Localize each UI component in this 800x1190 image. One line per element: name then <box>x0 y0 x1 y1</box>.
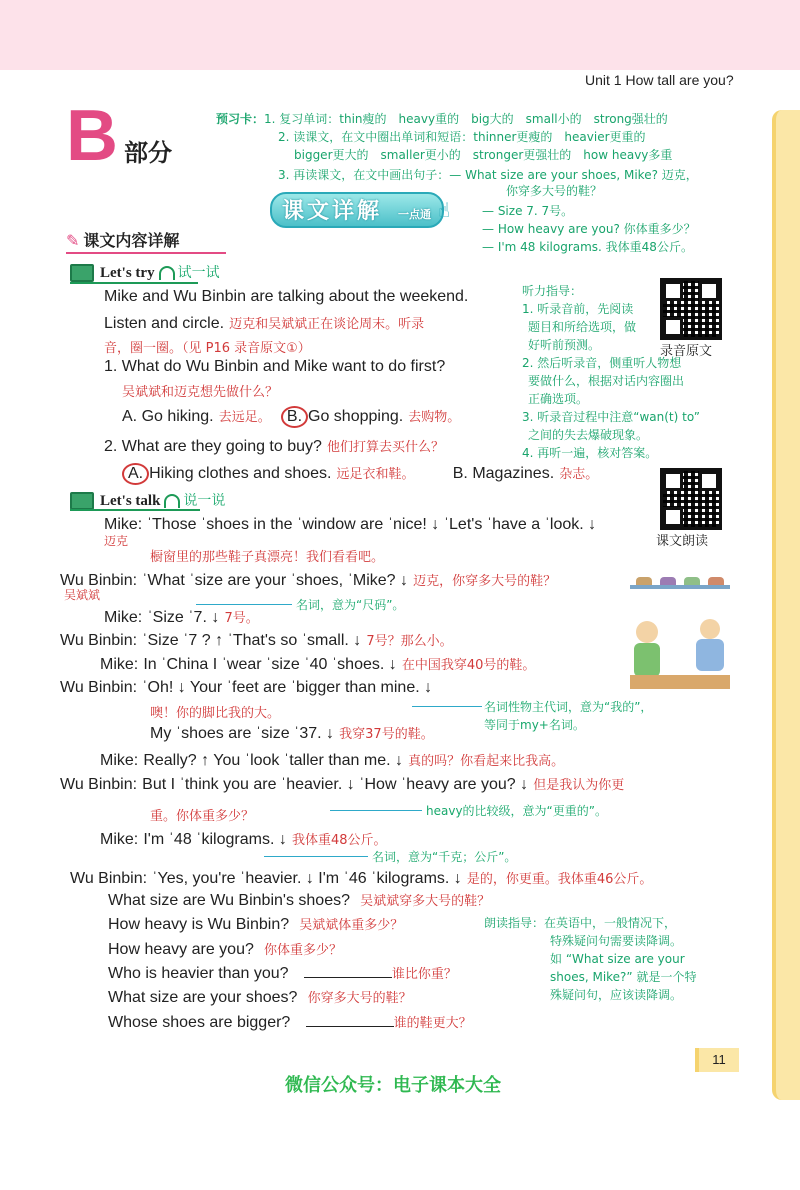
reading-tip-line: 殊疑问句，应该读降调。 <box>550 988 683 1002</box>
answer-blank[interactable] <box>304 977 392 978</box>
option-b-cn: 杂志。 <box>559 467 599 482</box>
question-cn: 吴斌斌体重多少？ <box>299 918 404 933</box>
reading-tip-line: shoes, Mike?” 就是一个特 <box>550 970 697 984</box>
preview-item: 你穿多大号的鞋？ <box>506 184 603 198</box>
question-1-cn: 吴斌斌和迈克想先做什么？ <box>122 385 279 400</box>
question-en: What size are Wu Binbin's shoes? <box>108 892 350 909</box>
utterance: In ˈChina I ˈwear ˈsize ˈ40 ˈshoes. ↓ <box>143 656 397 673</box>
lets-try-tag <box>70 262 220 282</box>
section-label: 部分 <box>124 139 172 167</box>
pencil-icon: ✎ <box>66 231 80 250</box>
tip-line: 2. 然后听录音，侧重听人物想 <box>522 356 682 370</box>
option-a-cn: 远足衣和鞋。 <box>336 467 415 482</box>
question-1: 1. What do Wu Binbin and Mike want to do first? <box>104 358 446 375</box>
dialogue-cn: 7号。 <box>224 611 259 626</box>
speaker: Mike: <box>104 516 143 533</box>
preview-item: bigger更大的 smaller更小的 stronger更强壮的 how heavy多重 <box>294 148 673 162</box>
footer-watermark: 微信公众号：电子课本大全 <box>285 1075 501 1096</box>
question-item <box>108 1012 472 1032</box>
dialogue-cn: 在中国我穿40号的鞋。 <box>401 658 536 673</box>
question-1-options <box>122 406 460 428</box>
option-a: Hiking clothes and shoes. <box>149 465 332 482</box>
dialogue-line <box>100 750 564 770</box>
question-2-options <box>122 463 598 485</box>
tip-line: 之间的失去爆破现象。 <box>528 428 649 442</box>
tag-underline <box>70 509 200 511</box>
question-cn: 你穿多大号的鞋？ <box>307 991 412 1006</box>
badge-title: 课文详解 <box>282 199 383 224</box>
utterance: ˈYes, you're ˈheavier. ↓ I'm ˈ46 ˈkilograms. ↓ <box>152 870 462 887</box>
lets-talk-label: Let's talk <box>100 493 161 509</box>
tip-line: 要做什么，根据对话内容圈出 <box>528 374 685 388</box>
tip-line: 1. 听录音前，先阅读 <box>522 302 634 316</box>
section-letter: B <box>66 96 118 176</box>
tip-line: 好听前预测。 <box>528 338 601 352</box>
preview-lead: 预习卡： <box>216 112 265 126</box>
annotation-arrow <box>264 856 368 857</box>
question-cn: 谁的鞋更大？ <box>393 1016 472 1031</box>
qr-reading-label: 课文朗读 <box>656 534 709 549</box>
try-instruction-cn: 迈克和吴斌斌正在谈论周末。听录 <box>229 317 425 332</box>
utterance: ˈSize ˈ7 ? ↑ ˈThat's so ˈsmall. ↓ <box>142 632 362 649</box>
speaker: Mike: <box>104 609 143 626</box>
dialogue-cn: 7号？那么小。 <box>366 634 453 649</box>
page-number: 11 <box>695 1048 739 1072</box>
book-icon <box>70 264 94 282</box>
dialogue-cn: 橱窗里的那些鞋子真漂亮！我们看看吧。 <box>150 550 385 565</box>
speaker: Wu Binbin: <box>60 572 138 589</box>
dialogue-cn: 是的，你更重。我体重46公斤。 <box>466 872 653 887</box>
book-icon <box>70 492 94 510</box>
headphone-icon <box>164 494 180 508</box>
qr-code-reading[interactable] <box>660 468 722 530</box>
try-intro: Mike and Wu Binbin are talking about the weekend. <box>104 288 469 305</box>
qr-code-audio[interactable] <box>660 278 722 340</box>
try-instruction: Listen and circle. <box>104 315 225 332</box>
tip-line: 4. 再听一遍，核对答案。 <box>522 446 658 460</box>
annotation-note: 名词，意为“千克；公斤”。 <box>372 850 517 864</box>
section-heading-text: 课文内容详解 <box>83 231 180 250</box>
speaker: Mike: <box>100 656 139 673</box>
dialogue-cn: 但是我认为你更 <box>533 778 625 793</box>
speaker: Mike: <box>100 831 139 848</box>
try-instruction-cn-text: 音，圈一圈。（见 P16 录音原文①） <box>104 341 311 356</box>
speaker: Wu Binbin: <box>70 870 148 887</box>
option-a-circle: A. <box>122 463 149 485</box>
dialogue-cn: 真的吗？你看起来比我高。 <box>408 754 565 769</box>
question-item <box>108 939 342 959</box>
lets-try-cn: 试一试 <box>177 265 220 281</box>
option-a-cn: 去远足。 <box>218 410 271 425</box>
annotation-arrow <box>330 810 422 811</box>
page-edge <box>772 110 800 1100</box>
reading-tip <box>484 914 697 1004</box>
dialogue-line <box>70 868 652 888</box>
preview-item: — How heavy are you? 你体重多少？ <box>482 222 696 236</box>
annotation-note: heavy的比较级，意为“更重的”。 <box>426 804 607 818</box>
pointing-hand-icon: ☝ <box>438 198 451 222</box>
utterance: ˈOh! ↓ Your ˈfeet are ˈbigger than mine. ↓ <box>142 679 433 696</box>
preview-item: — Size 7. 7号。 <box>482 204 574 218</box>
option-b-cn: 去购物。 <box>408 410 461 425</box>
annotation-arrow <box>196 604 292 605</box>
answer-blank[interactable] <box>306 1026 394 1027</box>
question-en: Whose shoes are bigger? <box>108 1014 291 1031</box>
annotation-note: 名词性物主代词，意为“我的”， <box>484 700 653 714</box>
tip-line: 3. 听录音过程中注意“wan(t) to” <box>522 410 700 424</box>
lesson-badge <box>270 192 470 228</box>
option-b: Go shopping. <box>308 408 404 425</box>
question-2-cn: 他们打算去买什么？ <box>327 440 445 455</box>
try-instruction-cn-2 <box>104 337 311 356</box>
utterance: My ˈshoes are ˈsize ˈ37. ↓ <box>150 725 335 742</box>
question-en: How heavy are you? <box>108 941 254 958</box>
preview-item: — I'm 48 kilograms. 我体重48公斤。 <box>482 240 693 254</box>
dialogue-line <box>60 570 556 590</box>
question-en: Who is heavier than you? <box>108 965 289 982</box>
question-item <box>108 963 457 983</box>
preview-item: 1. 复习单词：thin瘦的 heavy重的 big大的 small小的 strong强壮的 <box>264 112 668 126</box>
question-2: 2. What are they going to buy? <box>104 438 322 455</box>
question-en: What size are your shoes? <box>108 989 298 1006</box>
tip-line: 题目和所给选项，做 <box>528 320 637 334</box>
unit-header: Unit 1 How tall are you? <box>585 72 734 88</box>
lets-try-label: Let's try <box>100 265 155 281</box>
annotation-note: 名词，意为“尺码”。 <box>296 598 405 612</box>
heading-underline <box>66 252 226 254</box>
question-cn: 吴斌斌穿多大号的鞋？ <box>360 894 491 909</box>
dialogue-cn: 重。你体重多少？ <box>150 809 255 824</box>
utterance: ˈThose ˈshoes in the ˈwindow are ˈnice! ↓ ˈLet's ˈhave a ˈlook. ↓ <box>146 516 597 533</box>
utterance: ˈSize ˈ7. ↓ <box>147 609 220 626</box>
qr-audio-label: 录音原文 <box>660 344 713 359</box>
lets-talk-cn: 说一说 <box>183 493 226 509</box>
annotation-arrow <box>412 706 482 707</box>
dialogue-cn: 我穿37号的鞋。 <box>339 727 434 742</box>
preview-item: 2. 读课文，在文中圈出单词和短语：thinner更瘦的 heavier更重的 <box>278 130 646 144</box>
tag-underline <box>70 282 198 284</box>
badge-subtitle: 一点通 <box>398 208 431 221</box>
try-intro-row <box>104 313 424 333</box>
question-cn: 你体重多少？ <box>264 943 343 958</box>
question-item <box>108 890 490 910</box>
dialogue-cn: 我体重48公斤。 <box>291 833 387 848</box>
dialogue-cn: 迈克，你穿多大号的鞋？ <box>413 574 557 589</box>
dialogue-line <box>60 677 432 697</box>
speaker: Wu Binbin: <box>60 679 138 696</box>
tip-line: 正确选项。 <box>528 392 589 406</box>
utterance: But I ˈthink you are ˈheavier. ↓ ˈHow ˈheavy are you? ↓ <box>142 776 529 793</box>
dialogue-line <box>100 654 535 674</box>
lets-talk-tag <box>70 490 225 510</box>
top-band <box>0 0 800 78</box>
reading-tip-line: 在英语中，一般情况下， <box>544 916 677 930</box>
option-b-circle: B. <box>281 406 308 428</box>
tips-title: 听力指导： <box>522 284 583 298</box>
speaker-cn: 迈克 <box>104 534 129 548</box>
reading-tip-line: 特殊疑问句需要读降调。 <box>550 934 683 948</box>
reading-tip-line: 如 “What size are your <box>550 952 685 966</box>
question-item <box>108 987 412 1007</box>
dialogue-cn: 噢！你的脚比我的大。 <box>150 706 281 721</box>
dialogue-line <box>104 516 596 534</box>
dialogue-line <box>100 829 387 849</box>
option-b: B. Magazines. <box>452 465 555 482</box>
speaker: Wu Binbin: <box>60 632 138 649</box>
reading-tip-lead: 朗读指导： <box>484 916 545 930</box>
headphone-icon <box>159 266 175 280</box>
shop-illustration <box>630 575 730 695</box>
section-heading <box>66 228 179 251</box>
annotation-note: 等同于my+名词。 <box>484 718 585 732</box>
dialogue-line <box>104 607 259 627</box>
speaker-cn: 吴斌斌 <box>64 588 101 602</box>
speaker: Wu Binbin: <box>60 776 138 793</box>
dialogue-line <box>150 723 434 743</box>
speaker: Mike: <box>100 752 139 769</box>
dialogue-line <box>60 774 624 794</box>
dialogue-line <box>60 630 453 650</box>
question-en: How heavy is Wu Binbin? <box>108 916 290 933</box>
utterance: I'm ˈ48 ˈkilograms. ↓ <box>143 831 287 848</box>
question-2-row <box>104 436 444 456</box>
utterance: ˈWhat ˈsize are your ˈshoes, ˈMike? ↓ <box>142 572 409 589</box>
option-a: A. Go hiking. <box>122 408 214 425</box>
question-cn: 谁比你重？ <box>391 967 457 982</box>
utterance: Really? ↑ You ˈlook ˈtaller than me. ↓ <box>143 752 404 769</box>
question-item <box>108 914 403 934</box>
preview-item: 3. 再读课文，在文中画出句子：— What size are your shoes, Mike? 迈克， <box>278 168 698 182</box>
